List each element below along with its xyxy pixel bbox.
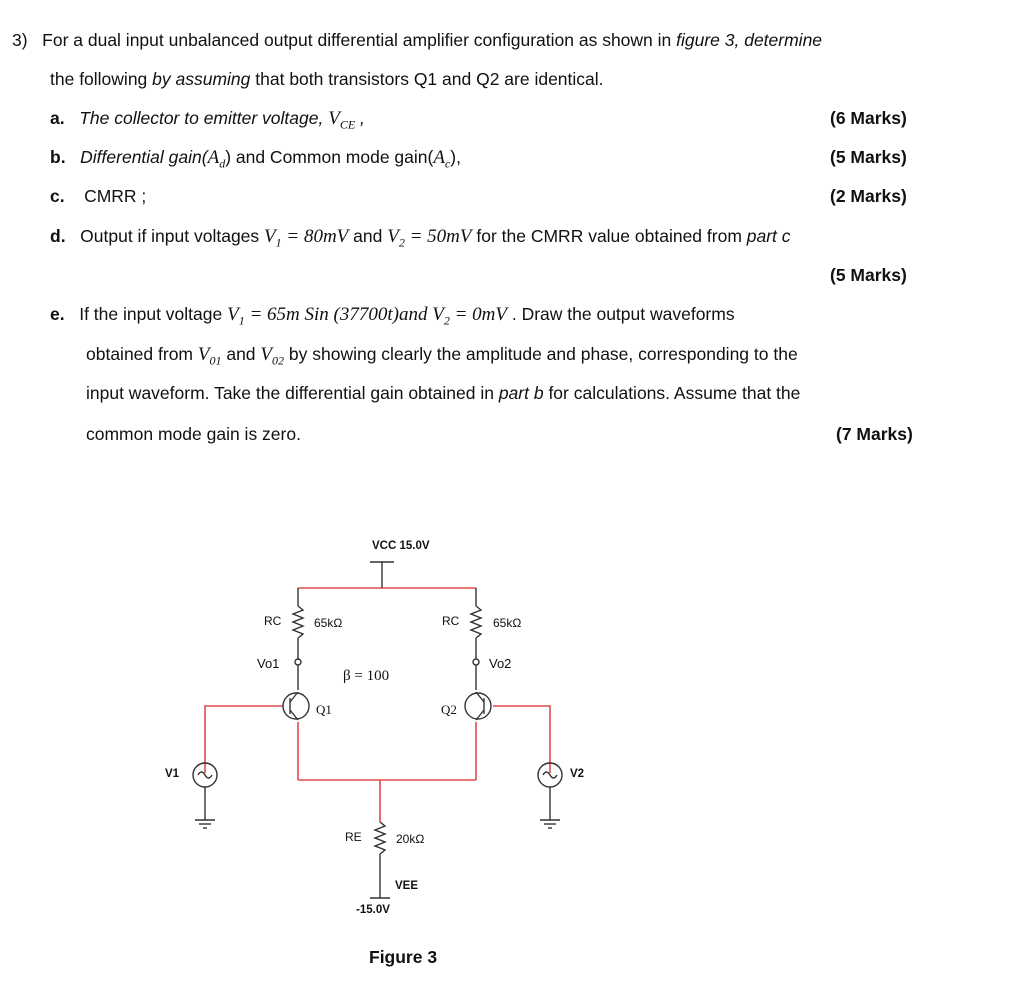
part-d-v2: V <box>387 226 399 247</box>
part-b-sub1: d <box>219 156 226 171</box>
part-a-text: The collector to emitter voltage, <box>79 108 329 128</box>
part-a-tail: , <box>355 108 365 128</box>
question-line2-a: the following <box>50 69 153 89</box>
rc1-label: RC <box>264 614 282 628</box>
part-b-marks: (5 Marks) <box>830 147 907 167</box>
rc2-value: 65kΩ <box>493 616 522 630</box>
part-e-line2-b: by showing clearly the amplitude and phase, corresponding to the <box>284 344 798 364</box>
question-intro-figure: figure 3, determine <box>676 30 823 50</box>
part-e-v2: V <box>432 304 444 325</box>
part-b-math1: A <box>207 147 220 168</box>
part-d-v1val: = 80mV <box>281 226 349 247</box>
wire-v1-to-q1 <box>205 706 283 773</box>
rc1-resistor <box>293 606 303 638</box>
part-d-v1sub: 1 <box>275 235 282 250</box>
part-e-label: e. <box>50 304 65 324</box>
part-b-mid: ) and Common mode gain( <box>225 147 434 167</box>
part-e-v02sub: 02 <box>272 353 285 368</box>
q1-label: Q1 <box>316 702 332 717</box>
vo1-label: Vo1 <box>257 656 280 671</box>
part-a-label: a. <box>50 108 65 128</box>
vo2-label: Vo2 <box>489 656 512 671</box>
part-b-label: b. <box>50 147 66 167</box>
part-a-math: V <box>328 108 340 129</box>
part-e-line3-a: input waveform. Take the differential gain obtained in <box>86 383 499 403</box>
part-d-marks: (5 Marks) <box>830 265 907 285</box>
part-b-tail: ), <box>450 147 461 167</box>
part-d-part: part c <box>746 226 791 246</box>
part-e-line3-part: part b <box>498 383 544 403</box>
vee-label: VEE <box>395 880 419 892</box>
part-b-sub2: c <box>444 156 451 171</box>
part-e-line4: common mode gain is zero. <box>86 424 301 444</box>
part-e-v01sub: 01 <box>209 353 222 368</box>
part-d-and: and <box>348 226 388 246</box>
vee-value: -15.0V <box>356 904 390 916</box>
part-d-label: d. <box>50 226 66 246</box>
vo1-node <box>295 659 301 665</box>
q1-body <box>283 693 309 719</box>
part-d-v2sub: 2 <box>398 235 405 250</box>
v1-label: V1 <box>165 768 180 780</box>
rc2-label: RC <box>442 614 460 628</box>
q2-label: Q2 <box>441 702 457 717</box>
part-e-v1: V <box>227 304 239 325</box>
part-d-v2val: = 50mV <box>404 226 472 247</box>
part-a-sub: CE <box>339 117 356 132</box>
re-label: RE <box>345 830 362 844</box>
beta-label: β = 100 <box>343 668 390 684</box>
part-c-text: CMRR ; <box>84 186 147 206</box>
part-e-v2sub: 2 <box>443 313 450 328</box>
part-e-line2-a: obtained from <box>86 344 198 364</box>
q2-body <box>465 693 491 719</box>
vcc-label: VCC 15.0V <box>372 540 430 552</box>
part-e-expr: = 65m Sin (37700t)and <box>244 304 433 325</box>
part-d-text: Output if input voltages <box>80 226 265 246</box>
question-line2-c: that both transistors Q1 and Q2 are identical. <box>250 69 604 89</box>
part-e-line2-and: and <box>221 344 261 364</box>
re-value: 20kΩ <box>396 832 425 846</box>
part-a-marks: (6 Marks) <box>830 108 907 128</box>
part-c-marks: (2 Marks) <box>830 186 907 206</box>
components <box>193 562 562 898</box>
vo2-node <box>473 659 479 665</box>
part-e-v1sub: 1 <box>238 313 245 328</box>
v2-label: V2 <box>570 768 585 780</box>
question-intro: For a dual input unbalanced output differential amplifier configuration as shown in <box>42 30 677 50</box>
part-c-label: c. <box>50 186 65 206</box>
part-e-marks: (7 Marks) <box>836 424 913 444</box>
part-e-v01: V <box>197 344 210 365</box>
part-b-text: Differential gain( <box>80 147 208 167</box>
part-e-line1-b: . Draw the output waveforms <box>506 304 735 324</box>
part-d-tail: for the CMRR value obtained from <box>471 226 747 246</box>
part-e-line3-b: for calculations. Assume that the <box>543 383 801 403</box>
question-line2-b: by assuming <box>152 69 251 89</box>
part-e-v02: V <box>260 344 273 365</box>
part-e-line1-a: If the input voltage <box>79 304 228 324</box>
rc1-value: 65kΩ <box>314 616 343 630</box>
re-resistor <box>375 822 385 854</box>
part-e-v2val: = 0mV <box>449 304 507 325</box>
question-number: 3) <box>12 30 28 50</box>
wire-v2-to-q2 <box>493 706 550 773</box>
part-b-math2: A <box>433 147 445 168</box>
rc2-resistor <box>471 606 481 638</box>
part-d-v1: V <box>264 226 276 247</box>
figure-caption: Figure 3 <box>369 947 438 967</box>
